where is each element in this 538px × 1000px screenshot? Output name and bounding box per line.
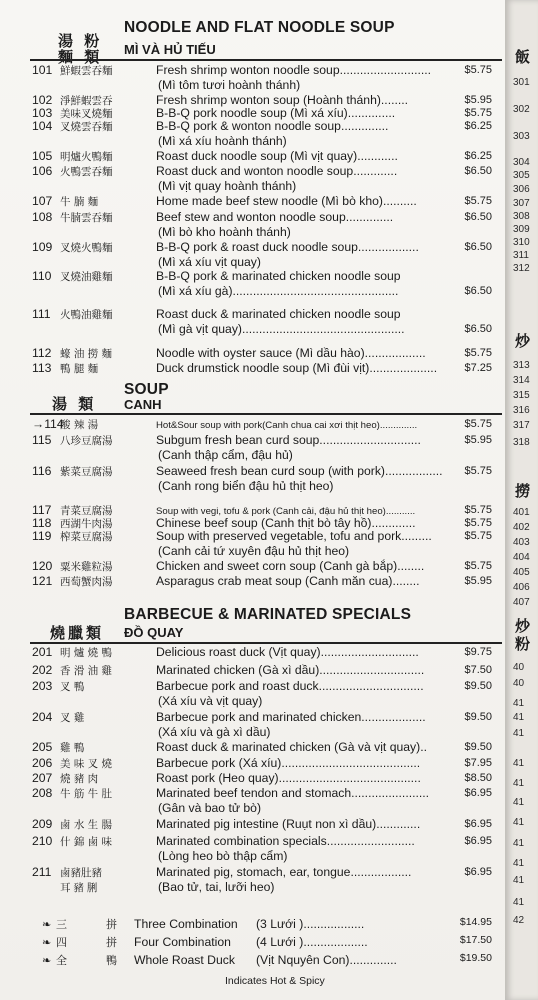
item-vietnamese-name: (Gân và bao tử bò) xyxy=(158,801,262,815)
hot-spicy-footnote: Indicates Hot & Spicy xyxy=(225,975,325,987)
item-english-name: B-B-Q pork noodle soup (Mì xá xíu) xyxy=(156,106,348,120)
item-number: 210 xyxy=(32,834,53,848)
item-english-name: B-B-Q pork & roast duck noodle soup xyxy=(156,240,358,254)
item-number: 208 xyxy=(32,786,53,800)
item-english-name: Asparagus crab meat soup (Canh măn cua) xyxy=(156,574,393,588)
item-chinese-name: 鹵豬肚豬 xyxy=(60,867,102,879)
chili-pepper-icon: ❧ xyxy=(42,955,52,967)
menu-item xyxy=(32,529,502,544)
menu-item xyxy=(32,119,502,134)
item-vietnamese-name: (Canh rong biển đậu hủ thịt heo) xyxy=(158,479,334,493)
edge-item-number: 41 xyxy=(513,897,525,908)
edge-item-number: 311 xyxy=(513,250,529,261)
item-english-name: Roast duck & marinated chicken noodle soup xyxy=(156,307,401,321)
item-chinese-name: 雞 鴨 xyxy=(60,742,85,754)
edge-item-number: 406 xyxy=(513,582,530,593)
item-english-name: Soup with preserved vegetable, tofu and pork xyxy=(156,529,402,543)
item-chinese-name: 香 滑 油 雞 xyxy=(60,665,113,677)
item-leader-dots: ........... xyxy=(385,506,416,517)
item-chinese-name-line-2: 耳 豬 脷 xyxy=(60,882,98,894)
item-english-name: B-B-Q pork & wonton noodle soup xyxy=(156,119,341,133)
edge-item-number: 312 xyxy=(513,263,530,274)
item-english-name: Duck drumstick noodle soup (Mì đùi vịt) xyxy=(156,361,370,375)
item-english-name: Marinated chicken (Gà xì dầu) xyxy=(156,663,320,677)
item-leader-dots: ................... xyxy=(361,710,426,724)
combo-vietnamese-name: (Vịt Nquyên Con) xyxy=(256,953,350,967)
item-chinese-name: 明爐火鴨麵 xyxy=(60,151,113,163)
item-leader-dots: .............. xyxy=(347,106,396,120)
edge-item-number: 41 xyxy=(513,875,525,886)
item-chinese-name: 淨鮮蝦雲吞 xyxy=(60,95,113,107)
edge-item-number: 315 xyxy=(513,390,530,401)
item-chinese-name: 明 爐 燒 鴨 xyxy=(60,647,113,659)
item-leader-dots: ............. xyxy=(376,817,421,831)
item-leader-dots: ............. xyxy=(353,164,398,178)
item-chinese-name: 火鴨雲吞麵 xyxy=(60,166,113,178)
item-number: 110 xyxy=(32,269,52,283)
edge-item-number: 309 xyxy=(513,224,530,235)
item-number: 209 xyxy=(32,817,53,831)
edge-item-number: 303 xyxy=(513,131,530,142)
combo-price: $19.50 xyxy=(459,952,492,964)
item-english-name: Noodle with oyster sauce (Mì dầu hào) xyxy=(156,346,365,360)
item-vietnamese-name: (Mì gà vịt quay)................................................ xyxy=(158,322,405,336)
edge-item-number: 405 xyxy=(513,567,530,578)
edge-chinese-heading: 飯 xyxy=(515,49,531,66)
section-divider xyxy=(30,59,502,61)
item-price: $5.95 xyxy=(464,434,492,446)
item-price: $9.50 xyxy=(464,680,492,692)
item-leader-dots: .............. xyxy=(379,420,418,431)
item-chinese-name: 鮮蝦雲吞麵 xyxy=(60,65,113,77)
noodle-section-title: NOODLE AND FLAT NOODLE SOUP xyxy=(124,19,395,36)
item-price: $6.95 xyxy=(464,787,492,799)
edge-item-number: 41 xyxy=(513,758,525,769)
edge-item-number: 403 xyxy=(513,537,530,548)
item-price: $6.50 xyxy=(464,241,492,253)
item-number: 118 xyxy=(32,516,52,530)
item-price: $6.50 xyxy=(464,211,492,223)
menu-item xyxy=(32,817,502,832)
edge-chinese-heading: 粉 xyxy=(515,636,531,653)
edge-chinese-heading: 撈 xyxy=(515,483,531,500)
edge-item-number: 41 xyxy=(513,728,525,739)
soup-section-subtitle: CANH xyxy=(124,397,162,412)
menu-item xyxy=(32,559,502,574)
combo-chinese-1: 四 xyxy=(56,937,67,949)
edge-item-number: 401 xyxy=(513,507,530,518)
combo-chinese-2: 鴨 xyxy=(106,955,117,967)
soup-section-cjk: 湯 類 xyxy=(52,395,97,413)
item-leader-dots: ........................... xyxy=(339,63,432,77)
item-number: 105 xyxy=(32,149,53,163)
menu-item xyxy=(32,433,502,448)
item-chinese-name: 美 味 叉 燒 xyxy=(60,758,113,770)
item-number: 206 xyxy=(32,756,53,770)
combo-english-name: Three Combination xyxy=(134,917,238,931)
item-number: 119 xyxy=(32,529,52,543)
item-price: $7.50 xyxy=(464,664,492,676)
bbq-section-title: BARBECUE & MARINATED SPECIALS xyxy=(124,606,412,623)
item-english-name: Home made beef stew noodle (Mì bò kho) xyxy=(156,194,383,208)
combo-chinese-1: 三 xyxy=(56,919,67,931)
edge-item-number: 314 xyxy=(513,375,530,386)
item-number: 111 xyxy=(32,307,51,321)
item-leader-dots: .................. xyxy=(350,865,412,879)
chili-pepper-icon: ❧ xyxy=(42,937,52,949)
edge-item-number: 41 xyxy=(513,838,525,849)
item-price: $9.50 xyxy=(464,711,492,723)
item-price: $5.75 xyxy=(464,64,492,76)
item-chinese-name: 叉燒雲吞麵 xyxy=(60,121,113,133)
item-vietnamese-name: (Mì bò kho hoành thánh) xyxy=(158,225,291,239)
edge-item-number: 40 xyxy=(513,662,525,673)
item-english-name: Beef stew and wonton noodle soup xyxy=(156,210,346,224)
item-number: 104 xyxy=(32,119,53,133)
edge-item-number: 305 xyxy=(513,170,530,181)
item-chinese-name: 榨菜豆腐湯 xyxy=(60,531,113,543)
item-english-name: Barbecue pork and roast duck xyxy=(156,679,319,693)
menu-item xyxy=(32,574,502,589)
item-price: $6.50 xyxy=(464,323,492,335)
edge-item-number: 402 xyxy=(513,522,530,533)
item-number: 103 xyxy=(32,106,53,120)
item-leader-dots: .. xyxy=(420,740,427,754)
combo-english-name: Four Combination xyxy=(134,935,231,949)
item-chinese-name: 蠔 油 撈 麵 xyxy=(60,348,113,360)
item-price: $6.25 xyxy=(464,120,492,132)
edge-item-number: 307 xyxy=(513,198,530,209)
edge-item-number: 41 xyxy=(513,698,525,709)
chili-pepper-icon: ❧ xyxy=(42,919,52,931)
item-chinese-name: 叉 雞 xyxy=(60,712,85,724)
item-number: 109 xyxy=(32,240,53,254)
menu-item xyxy=(32,786,502,801)
item-price: $5.75 xyxy=(464,530,492,542)
edge-item-number: 310 xyxy=(513,237,530,248)
menu-item xyxy=(32,865,502,880)
bbq-section-cjk: 燒臘類 xyxy=(50,624,105,642)
menu-item xyxy=(32,361,502,376)
item-english-name: Marinated pig, stomach, ear, tongue xyxy=(156,865,351,879)
item-english-name: Barbecue pork and marinated chicken xyxy=(156,710,362,724)
menu-item xyxy=(32,834,502,849)
item-leader-dots: ....................... xyxy=(351,786,430,800)
item-price: $6.95 xyxy=(464,866,492,878)
item-price: $6.50 xyxy=(464,285,492,297)
item-english-name: Chicken and sweet corn soup (Canh gà bắp) xyxy=(156,559,398,573)
item-leader-dots: .............. xyxy=(349,953,397,967)
edge-chinese-heading: 炒 xyxy=(515,618,531,635)
adjacent-page-edge xyxy=(505,0,538,1000)
item-english-name: Roast duck and wonton noodle soup xyxy=(156,164,354,178)
item-english-name: Marinated beef tendon and stomach xyxy=(156,786,352,800)
menu-item xyxy=(32,464,502,479)
bbq-section-subtitle: ĐỒ QUAY xyxy=(124,625,184,640)
item-number: 201 xyxy=(32,645,53,659)
item-price: $5.95 xyxy=(464,94,492,106)
item-leader-dots: .................. xyxy=(357,240,419,254)
item-chinese-name: 粟米雞粒湯 xyxy=(60,561,113,573)
item-price: $5.75 xyxy=(464,560,492,572)
item-price: $6.25 xyxy=(464,150,492,162)
item-chinese-name: 牛 筋 牛 肚 xyxy=(60,788,113,800)
item-vietnamese-name: (Bao tử, tai, lưỡi heo) xyxy=(158,880,275,894)
item-number: 203 xyxy=(32,679,53,693)
edge-item-number: 318 xyxy=(513,437,530,448)
item-chinese-name: 美味叉燒麵 xyxy=(60,108,113,120)
item-chinese-name: 牛腩雲吞麵 xyxy=(60,212,113,224)
item-vietnamese-name: (Mì vịt quay hoành thánh) xyxy=(158,179,297,193)
item-leader-dots: ........ xyxy=(380,93,409,107)
item-number: 102 xyxy=(32,93,53,107)
item-price: $7.25 xyxy=(464,362,492,374)
item-leader-dots: .............. xyxy=(345,210,394,224)
item-chinese-name: 酸 辣 湯 xyxy=(60,419,99,431)
item-leader-dots: .................. xyxy=(303,917,365,931)
item-number: 120 xyxy=(32,559,53,573)
noodle-section-subtitle: MÌ VÀ HỦ TIẾU xyxy=(124,42,216,57)
combo-chinese-2: 拼 xyxy=(106,919,117,931)
edge-item-number: 407 xyxy=(513,597,530,608)
item-leader-dots: ............................... xyxy=(318,679,424,693)
item-number: 115 xyxy=(32,433,52,447)
menu-item xyxy=(32,164,502,179)
item-number: 113 xyxy=(32,361,52,375)
combo-vietnamese-name: (4 Lưới ) xyxy=(256,935,304,949)
menu-item xyxy=(32,417,502,433)
item-vietnamese-name: (Canh thập cẩm, đậu hủ) xyxy=(158,448,293,462)
item-leader-dots: ............................... xyxy=(319,663,425,677)
menu-item xyxy=(32,710,502,725)
item-chinese-name: 叉燒油雞麵 xyxy=(60,271,113,283)
item-leader-dots: ............ xyxy=(357,149,398,163)
combo-item xyxy=(42,934,502,950)
edge-item-number: 41 xyxy=(513,778,525,789)
menu-item xyxy=(32,756,502,771)
item-vietnamese-name: (Canh cải tứ xuyên đậu hủ thịt heo) xyxy=(158,544,350,558)
item-vietnamese-name: (Xá xíu và vịt quay) xyxy=(158,694,263,708)
item-price: $7.95 xyxy=(464,757,492,769)
item-chinese-name: 西萄蟹肉湯 xyxy=(60,576,113,588)
item-number: 202 xyxy=(32,663,53,677)
menu-item xyxy=(32,645,502,660)
item-price: $5.75 xyxy=(464,195,492,207)
edge-item-number: 308 xyxy=(513,211,530,222)
item-price: $9.75 xyxy=(464,646,492,658)
item-english-name: Seaweed fresh bean curd soup (with pork) xyxy=(156,464,385,478)
edge-item-number: 313 xyxy=(513,360,530,371)
item-chinese-name: 火鴨油雞麵 xyxy=(60,309,113,321)
edge-item-number: 404 xyxy=(513,552,530,563)
item-price: $5.75 xyxy=(464,504,492,516)
item-chinese-name: 什 錦 鹵 味 xyxy=(60,836,113,848)
item-number: 107 xyxy=(32,194,53,208)
item-price: $9.50 xyxy=(464,741,492,753)
item-number: 121 xyxy=(32,574,53,588)
edge-item-number: 302 xyxy=(513,104,530,115)
item-number: 211 xyxy=(32,865,52,879)
item-vietnamese-name: (Mì xá xíu vịt quay) xyxy=(158,255,261,269)
item-number: 101 xyxy=(32,63,53,77)
item-price: $5.75 xyxy=(464,107,492,119)
edge-chinese-heading: 炒 xyxy=(515,333,531,350)
item-leader-dots: ................... xyxy=(303,935,368,949)
item-chinese-name: 八珍豆腐湯 xyxy=(60,435,113,447)
item-number: 116 xyxy=(32,464,52,478)
edge-item-number: 306 xyxy=(513,184,530,195)
combo-item xyxy=(42,952,502,968)
menu-item xyxy=(32,149,502,164)
item-english-name: Subgum fresh bean curd soup xyxy=(156,433,320,447)
edge-item-number: 42 xyxy=(513,915,525,926)
edge-item-number: 40 xyxy=(513,678,525,689)
item-leader-dots: .......... xyxy=(382,194,417,208)
item-chinese-name: 紫菜豆腐湯 xyxy=(60,466,113,478)
edge-item-number: 41 xyxy=(513,858,525,869)
menu-item xyxy=(32,346,502,361)
item-number: →114 xyxy=(32,417,64,431)
edge-item-number: 301 xyxy=(513,77,530,88)
item-vietnamese-name: (Xá xíu và gà xì dầu) xyxy=(158,725,271,739)
item-chinese-name: 牛 腩 麵 xyxy=(60,196,99,208)
item-chinese-name: 鹵 水 生 腸 xyxy=(60,819,113,831)
item-chinese-name: 青菜豆腐湯 xyxy=(60,505,113,517)
combo-chinese-2: 拼 xyxy=(106,937,117,949)
menu-item xyxy=(32,679,502,694)
item-price: $5.75 xyxy=(464,347,492,359)
combo-english-name: Whole Roast Duck xyxy=(134,953,235,967)
item-leader-dots: .................. xyxy=(364,346,426,360)
item-leader-dots: ............. xyxy=(371,516,416,530)
edge-item-number: 41 xyxy=(513,817,525,828)
item-price: $5.75 xyxy=(464,517,492,529)
item-price: $5.75 xyxy=(464,418,492,430)
item-leader-dots: ........ xyxy=(397,559,425,573)
item-leader-dots: .......................................... xyxy=(278,771,421,785)
item-vietnamese-name: (Lòng heo bò thập cẩm) xyxy=(158,849,288,863)
item-vietnamese-name: (Mì xá xíu hoành thánh) xyxy=(158,134,287,148)
item-price: $5.95 xyxy=(464,575,492,587)
item-price: $8.50 xyxy=(464,772,492,784)
item-price: $6.95 xyxy=(464,818,492,830)
item-leader-dots: ......................................... xyxy=(281,756,421,770)
item-english-name: B-B-Q pork & marinated chicken noodle soup xyxy=(156,269,401,283)
noodle-section-cjk-2: 麵 類 xyxy=(58,48,103,66)
item-number: 108 xyxy=(32,210,53,224)
item-number: 204 xyxy=(32,710,53,724)
item-chinese-name: 西湖牛肉湯 xyxy=(60,518,113,530)
edge-item-number: 41 xyxy=(513,712,525,723)
item-english-name: Hot&Sour soup with pork(Canh chua cai xơi thịt heo) xyxy=(156,420,380,431)
item-leader-dots: .......................... xyxy=(326,834,415,848)
item-english-name: Roast duck & marinated chicken (Gà và vịt quay) xyxy=(156,740,421,754)
menu-item xyxy=(32,740,502,755)
edge-item-number: 41 xyxy=(513,797,525,808)
combo-price: $14.95 xyxy=(459,916,492,928)
menu-item xyxy=(32,63,502,78)
item-english-name: Roast pork (Heo quay) xyxy=(156,771,279,785)
edge-item-number: 316 xyxy=(513,405,530,416)
item-leader-dots: ............................. xyxy=(320,645,419,659)
item-chinese-name: 叉燒火鴨麵 xyxy=(60,242,113,254)
item-english-name: Chinese beef soup (Canh thịt bò tây hồ) xyxy=(156,516,372,530)
item-english-name: Fresh shrimp wonton soup (Hoành thánh) xyxy=(156,93,381,107)
combo-chinese-1: 全 xyxy=(56,955,67,967)
item-chinese-name: 燒 豬 肉 xyxy=(60,773,99,785)
section-divider xyxy=(30,642,502,644)
item-price: $6.50 xyxy=(464,165,492,177)
combo-item xyxy=(42,916,502,932)
combo-price: $17.50 xyxy=(459,934,492,946)
item-number: 112 xyxy=(32,346,52,360)
item-english-name: Fresh shrimp wonton noodle soup xyxy=(156,63,340,77)
item-english-name: Soup with vegi, tofu & pork (Canh cải, đậu hủ thịt heo) xyxy=(156,506,386,517)
item-number: 207 xyxy=(32,771,53,785)
item-english-name: Barbecue pork (Xá xíu) xyxy=(156,756,282,770)
edge-item-number: 317 xyxy=(513,420,530,431)
menu-item xyxy=(32,240,502,255)
item-number: 106 xyxy=(32,164,53,178)
menu-item xyxy=(32,771,502,786)
menu-item xyxy=(32,663,502,678)
item-vietnamese-name: (Mì tôm tươi hoành thánh) xyxy=(158,78,301,92)
noodle-section-cjk-1: 湯 粉 xyxy=(58,32,103,50)
item-english-name: Delicious roast duck (Vịt quay) xyxy=(156,645,321,659)
item-price: $5.75 xyxy=(464,465,492,477)
item-leader-dots: .................... xyxy=(369,361,438,375)
combo-vietnamese-name: (3 Lưới ) xyxy=(256,917,304,931)
menu-item xyxy=(32,210,502,225)
item-leader-dots: .............................. xyxy=(319,433,421,447)
item-leader-dots: .............. xyxy=(340,119,389,133)
section-divider xyxy=(30,413,502,415)
item-chinese-name: 鴨 腿 麵 xyxy=(60,363,99,375)
item-leader-dots: ................. xyxy=(384,464,443,478)
item-chinese-name: 叉 鴨 xyxy=(60,681,85,693)
item-leader-dots: ........ xyxy=(392,574,420,588)
item-english-name: Marinated combination specials xyxy=(156,834,327,848)
item-leader-dots: ......... xyxy=(401,529,432,543)
item-number: 117 xyxy=(32,503,52,517)
item-number: 205 xyxy=(32,740,53,754)
item-price: $6.95 xyxy=(464,835,492,847)
edge-item-number: 304 xyxy=(513,157,530,168)
menu-item xyxy=(32,194,502,209)
item-vietnamese-name: (Mì xá xíu gà)................................................. xyxy=(158,284,399,298)
soup-section-title: SOUP xyxy=(124,381,169,398)
item-english-name: Roast duck noodle soup (Mì vịt quay) xyxy=(156,149,358,163)
item-english-name: Marinated pig intestine (Ruụt non xì dầu) xyxy=(156,817,377,831)
